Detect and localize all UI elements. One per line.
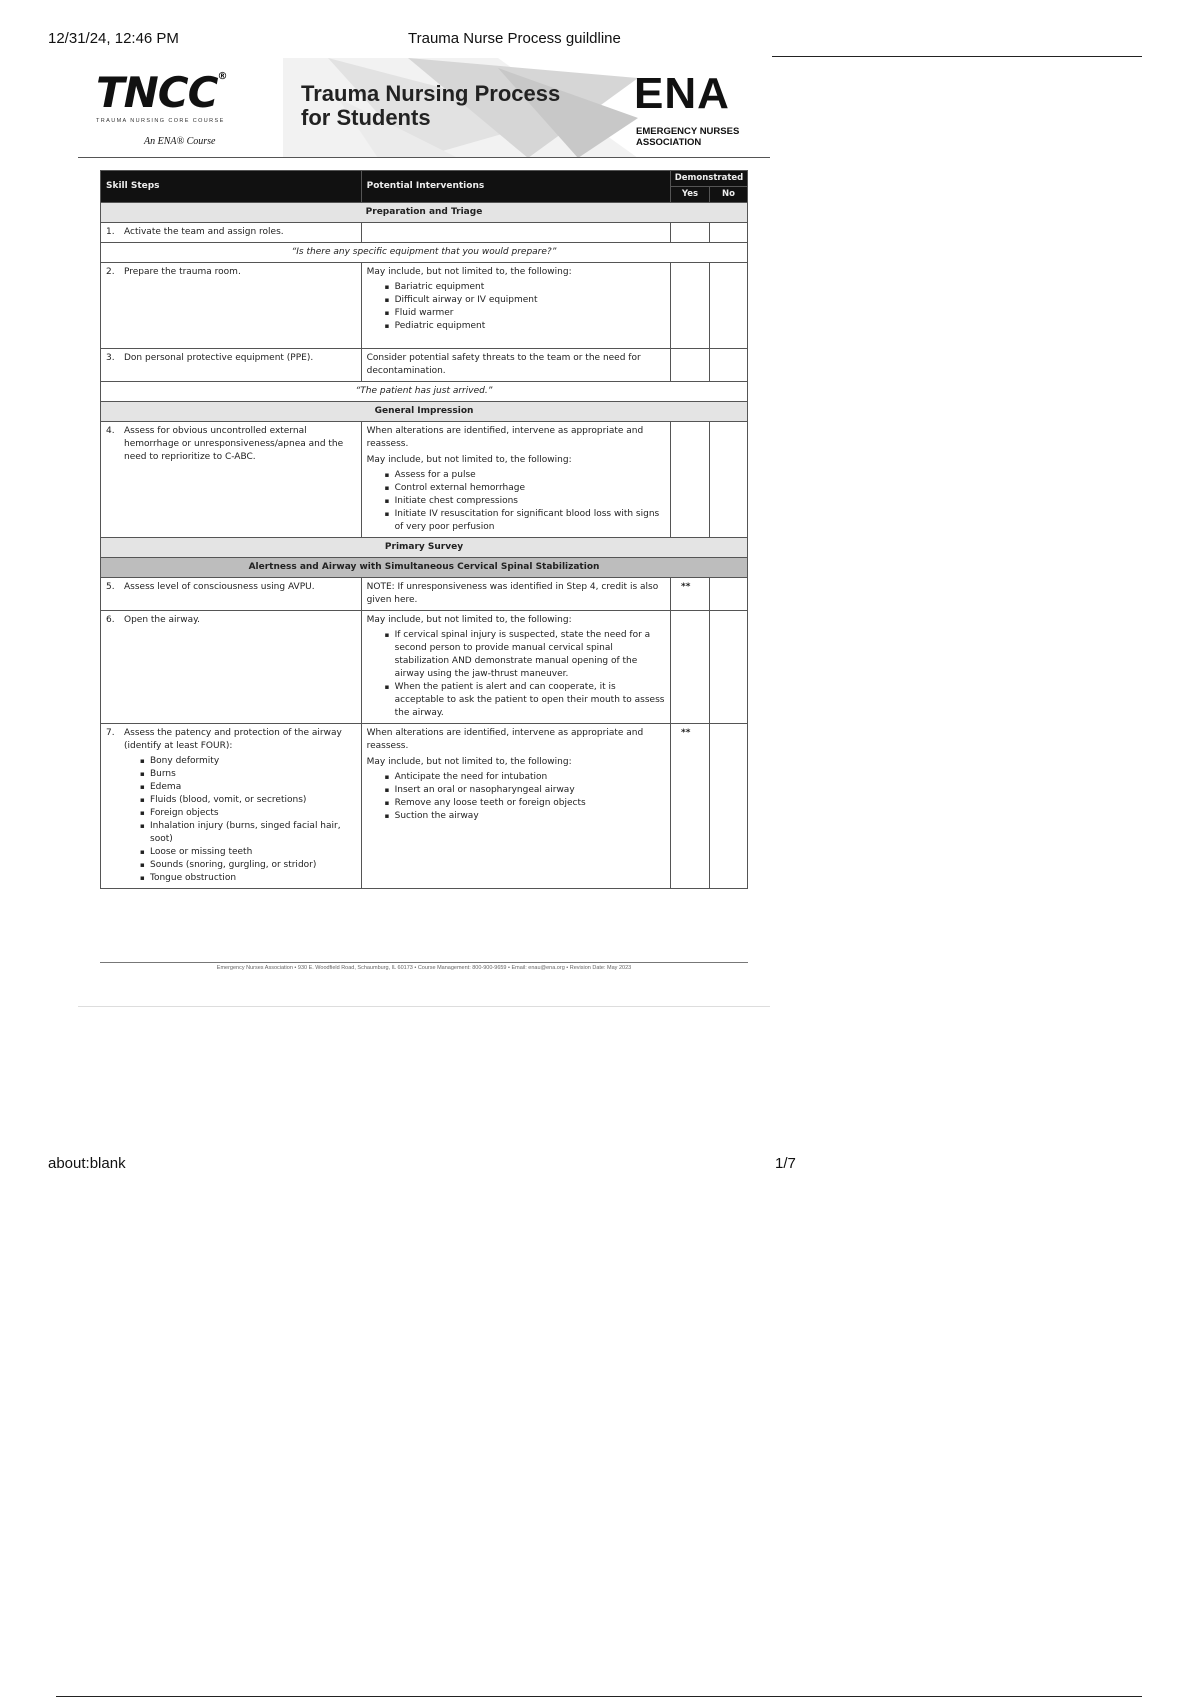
yes-cell[interactable] [671, 263, 710, 349]
section-row: Primary Survey [101, 538, 748, 558]
list-item: ▪ Assess for a pulse [395, 469, 665, 482]
document-footer: Emergency Nurses Association • 930 E. Woodfield Road, Schaumburg, IL 60173 • Course Management: 800-900-9659 • Email: enau@ena.org • Revision Date: May 2023 [100, 962, 748, 971]
table-header-row [101, 171, 748, 187]
list-item: ▪ Sounds (snoring, gurgling, or stridor) [150, 859, 356, 872]
list-item: ▪ Bony deformity [150, 755, 356, 768]
yes-cell[interactable] [671, 422, 710, 538]
list-item: ▪ Difficult airway or IV equipment [395, 294, 665, 307]
col-no: No [709, 187, 747, 203]
banner-rule [78, 157, 770, 158]
prompt-row: “Is there any specific equipment that you would prepare?” [101, 243, 748, 263]
list-item: ▪ Inhalation injury (burns, singed facial hair, soot) [150, 820, 356, 846]
table-row: 3. Don personal protective equipment (PPE). Consider potential safety threats to the team or the need for decontamination. [101, 349, 748, 382]
table-row: 7. Assess the patency and protection of the airway (identify at least FOUR): ▪ Bony deformity ▪ Burns ▪ Edema ▪ Fluids (blood, vomit, or secretions) ▪ Foreign objects ▪ Inhalation injury (burns, singed facial hair, soot) ▪ Loose or missing teeth ▪ Sounds (snoring, gurgling, or stridor) ▪ Tongue obstruction When alterations are identified, intervene as appropriate and reassess. May include, but not limited to, the following: ▪ Anticipate the need for intubation ▪ Insert an oral or nasopharyngeal airway ▪ Remove any loose teeth or foreign objects ▪ Suction the airway ** [101, 724, 748, 889]
list-item: ▪ Initiate IV resuscitation for significant blood loss with signs of very poor perfusion [395, 508, 665, 534]
footer-rule [56, 1696, 1142, 1697]
skills-table [100, 170, 748, 889]
no-cell[interactable] [709, 611, 747, 724]
list-item: ▪ Remove any loose teeth or foreign objects [395, 797, 665, 810]
page-edge [78, 1006, 770, 1007]
tncc-logo: TNCC® [96, 68, 227, 117]
section-row: Preparation and Triage [101, 203, 748, 223]
yes-cell[interactable]: ** [671, 578, 710, 611]
table-row: 1. Activate the team and assign roles. [101, 223, 748, 243]
list-item: ▪ Bariatric equipment [395, 281, 665, 294]
table-row: 6. Open the airway. May include, but not limited to, the following: ▪ If cervical spinal injury is suspected, state the need for a second person to provide manual cervical spinal stabilization AND demonstrate manual opening of the airway using the jaw-thrust maneuver. ▪ When the patient is alert and can cooperate, it is acceptable to ask the patient to open their mouth to assess the airway. [101, 611, 748, 724]
list-item: ▪ When the patient is alert and can cooperate, it is acceptable to ask the patient to open their mouth to assess the airway. [395, 681, 665, 720]
list-item: ▪ Foreign objects [150, 807, 356, 820]
yes-cell[interactable] [671, 349, 710, 382]
no-cell[interactable] [709, 263, 747, 349]
print-footer-url: about:blank [48, 1155, 126, 1172]
list-item: ▪ Fluids (blood, vomit, or secretions) [150, 794, 356, 807]
section-row: General Impression [101, 402, 748, 422]
no-cell[interactable] [709, 422, 747, 538]
subsection-row: Alertness and Airway with Simultaneous Cervical Spinal Stabilization [101, 558, 748, 578]
ena-logo-subtitle: EMERGENCY NURSES ASSOCIATION [636, 126, 740, 148]
print-header-datetime: 12/31/24, 12:46 PM [48, 30, 179, 47]
col-demonstrated: Demonstrated [671, 171, 748, 187]
tncc-course-label: An ENA® Course [144, 136, 216, 147]
prompt-row: “The patient has just arrived.” [101, 382, 748, 402]
print-header-title: Trauma Nurse Process guildline [408, 30, 621, 47]
list-item: ▪ Fluid warmer [395, 307, 665, 320]
print-footer-page: 1/7 [775, 1155, 796, 1172]
list-item: ▪ If cervical spinal injury is suspected, state the need for a second person to provide manual cervical spinal stabilization AND demonstrate manual opening of the airway using the jaw-thrust maneuver. [395, 629, 665, 681]
table-row: 5. Assess level of consciousness using AVPU. NOTE: If unresponsiveness was identified in Step 4, credit is also given here. ** [101, 578, 748, 611]
col-potential-interventions: Potential Interventions [361, 171, 670, 203]
no-cell[interactable] [709, 724, 747, 889]
list-item: ▪ Control external hemorrhage [395, 482, 665, 495]
header-rule [772, 56, 1142, 57]
list-item: ▪ Suction the airway [395, 810, 665, 823]
list-item: ▪ Pediatric equipment [395, 320, 665, 333]
yes-cell[interactable] [671, 611, 710, 724]
list-item: ▪ Loose or missing teeth [150, 846, 356, 859]
table-row: 4. Assess for obvious uncontrolled external hemorrhage or unresponsiveness/apnea and the need to reprioritize to C-ABC. When alterations are identified, intervene as appropriate and reassess. May include, but not limited to, the following: ▪ Assess for a pulse ▪ Control external hemorrhage ▪ Initiate chest compressions ▪ Initiate IV resuscitation for significant blood loss with signs of very poor perfusion [101, 422, 748, 538]
document-page [78, 58, 770, 1006]
no-cell[interactable] [709, 578, 747, 611]
banner [78, 58, 770, 158]
table-row: 2. Prepare the trauma room. May include, but not limited to, the following: ▪ Bariatric equipment ▪ Difficult airway or IV equipment ▪ Fluid warmer ▪ Pediatric equipment [101, 263, 748, 349]
list-item: ▪ Tongue obstruction [150, 872, 356, 885]
no-cell[interactable] [709, 349, 747, 382]
yes-cell[interactable] [671, 223, 710, 243]
list-item: ▪ Insert an oral or nasopharyngeal airway [395, 784, 665, 797]
ena-logo: ENA [634, 69, 730, 118]
list-item: ▪ Initiate chest compressions [395, 495, 665, 508]
yes-cell[interactable]: ** [671, 724, 710, 889]
list-item: ▪ Anticipate the need for intubation [395, 771, 665, 784]
tncc-logo-subtitle: TRAUMA NURSING CORE COURSE [96, 118, 225, 124]
col-skill-steps: Skill Steps [101, 171, 362, 203]
no-cell[interactable] [709, 223, 747, 243]
col-yes: Yes [671, 187, 710, 203]
document-title: Trauma Nursing Process for Students [301, 81, 561, 130]
list-item: ▪ Edema [150, 781, 356, 794]
list-item: ▪ Burns [150, 768, 356, 781]
